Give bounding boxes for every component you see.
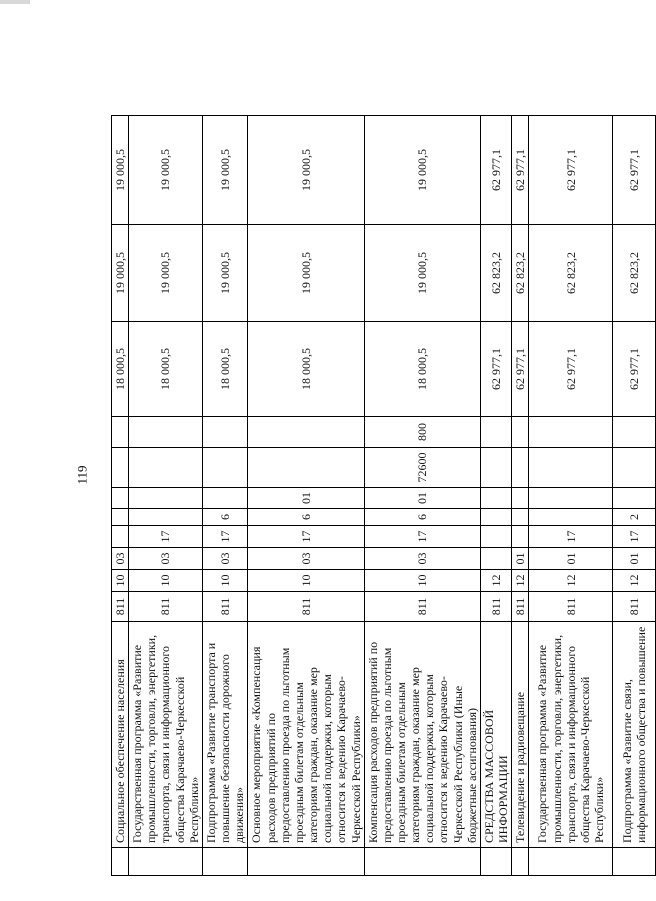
table-row	[112, 116, 129, 876]
sum-year3-cell: 62 977,1	[512, 116, 529, 225]
program-code-cell	[512, 526, 529, 548]
subprogram-code-cell	[129, 509, 203, 526]
subsection-code-cell: 03	[364, 548, 480, 570]
subprogram-code-cell	[480, 509, 511, 526]
admin-code-cell: 811	[613, 592, 656, 622]
sum-year1-cell: 18 000,5	[364, 322, 480, 417]
section-code-cell: 10	[129, 570, 203, 592]
direction-code-cell: 01	[364, 488, 480, 509]
program-code-cell	[112, 526, 129, 548]
expense-code-cell	[529, 448, 613, 488]
admin-code-cell: 811	[480, 592, 511, 622]
subsection-code-cell	[480, 548, 511, 570]
section-code-cell: 12	[613, 570, 656, 592]
row-name-cell: Компенсация расходов предприятий по предоставлению проезда по льготным проездным билетам отдельным категориям граждан, оказание мер социальной поддержки, которым относится к ведению Карачаево-Черкесской Республики (Иные бюджетные ассигнования)	[364, 622, 480, 848]
empty-cell	[202, 848, 247, 876]
table-row	[480, 116, 511, 876]
admin-code-cell: 811	[129, 592, 203, 622]
row-name-cell: Социальное обеспечение населения	[112, 622, 129, 848]
row-name-cell: Государственная программа «Развитие промышленности, торговли, энергетики, транспорта, связи и информационного общества Карачаево-Черкесской Республики»	[129, 622, 203, 848]
sum-year2-cell: 62 823,2	[512, 225, 529, 322]
program-code-cell	[480, 526, 511, 548]
sum-year2-cell: 19 000,5	[202, 225, 247, 322]
table-row	[248, 116, 364, 876]
program-code-cell: 17	[202, 526, 247, 548]
subsection-code-cell: 01	[529, 548, 613, 570]
sum-year2-cell: 62 823,2	[529, 225, 613, 322]
direction-code-cell	[529, 488, 613, 509]
subprogram-code-cell	[512, 509, 529, 526]
sum-year3-cell: 19 000,5	[248, 116, 364, 225]
section-code-cell: 12	[480, 570, 511, 592]
empty-cell	[613, 848, 656, 876]
subprogram-code-cell: 6	[248, 509, 364, 526]
direction-code-cell	[112, 488, 129, 509]
section-code-cell: 12	[512, 570, 529, 592]
subprogram-code-cell	[112, 509, 129, 526]
expense-type-cell	[202, 417, 247, 448]
sum-year3-cell: 19 000,5	[112, 116, 129, 225]
program-code-cell: 17	[613, 526, 656, 548]
row-name-cell: Подпрограмма «Развитие связи, информационного общества и повышение	[613, 622, 656, 848]
subsection-code-cell: 01	[512, 548, 529, 570]
table-row	[512, 116, 529, 876]
section-code-cell: 10	[364, 570, 480, 592]
row-name-cell: Подпрограмма «Развитие транспорта и повышение безопасности дорожного движения»	[202, 622, 247, 848]
direction-code-cell	[480, 488, 511, 509]
expense-code-cell	[613, 448, 656, 488]
subprogram-code-cell: 2	[613, 509, 656, 526]
expense-type-cell	[512, 417, 529, 448]
sum-year2-cell: 62 823,2	[480, 225, 511, 322]
sum-year2-cell: 19 000,5	[112, 225, 129, 322]
sum-year3-cell: 19 000,5	[202, 116, 247, 225]
expense-code-cell	[480, 448, 511, 488]
direction-code-cell	[613, 488, 656, 509]
sum-year3-cell: 62 977,1	[480, 116, 511, 225]
subprogram-code-cell: 6	[364, 509, 480, 526]
sum-year3-cell: 19 000,5	[364, 116, 480, 225]
table-row	[364, 116, 480, 876]
section-code-cell: 10	[202, 570, 247, 592]
expense-code-cell	[129, 448, 203, 488]
sum-year1-cell: 18 000,5	[112, 322, 129, 417]
budget-table	[111, 115, 656, 876]
table-row	[613, 116, 656, 876]
admin-code-cell: 811	[512, 592, 529, 622]
section-code-cell: 12	[529, 570, 613, 592]
sum-year2-cell: 19 000,5	[364, 225, 480, 322]
direction-code-cell	[512, 488, 529, 509]
empty-cell	[112, 848, 129, 876]
row-name-cell: Основное мероприятие «Компенсация расходов предприятий по предоставлению проезда по льготным проездным билетам отдельным категориям граждан, оказание мер социальной поддержки, которым относится к ведению Карачаево-Черкесской Республики»	[248, 622, 364, 848]
expense-type-cell	[129, 417, 203, 448]
scan-corner-mark	[0, 0, 30, 4]
empty-cell	[364, 848, 480, 876]
direction-code-cell	[129, 488, 203, 509]
table-row	[202, 116, 247, 876]
sum-year2-cell: 62 823,2	[613, 225, 656, 322]
empty-cell	[512, 848, 529, 876]
table-row	[129, 116, 203, 876]
section-code-cell: 10	[248, 570, 364, 592]
empty-cell	[248, 848, 364, 876]
program-code-cell: 17	[529, 526, 613, 548]
expense-code-cell	[202, 448, 247, 488]
expense-code-cell	[248, 448, 364, 488]
expense-code-cell: 72600	[364, 448, 480, 488]
expense-type-cell	[112, 417, 129, 448]
sum-year3-cell: 62 977,1	[613, 116, 656, 225]
budget-table-body	[112, 116, 656, 876]
admin-code-cell: 811	[112, 592, 129, 622]
row-name-cell: Телевидение и радиовещание	[512, 622, 529, 848]
sum-year3-cell: 62 977,1	[529, 116, 613, 225]
sum-year1-cell: 18 000,5	[248, 322, 364, 417]
subsection-code-cell: 03	[202, 548, 247, 570]
admin-code-cell: 811	[529, 592, 613, 622]
sum-year2-cell: 19 000,5	[248, 225, 364, 322]
row-name-cell: СРЕДСТВА МАССОВОЙ ИНФОРМАЦИИ	[480, 622, 511, 848]
expense-type-cell	[248, 417, 364, 448]
empty-cell	[529, 848, 613, 876]
expense-type-cell	[480, 417, 511, 448]
expense-code-cell	[112, 448, 129, 488]
empty-cell	[129, 848, 203, 876]
subprogram-code-cell: 6	[202, 509, 247, 526]
admin-code-cell: 811	[364, 592, 480, 622]
sum-year1-cell: 62 977,1	[480, 322, 511, 417]
subsection-code-cell: 03	[112, 548, 129, 570]
subsection-code-cell: 03	[248, 548, 364, 570]
program-code-cell: 17	[248, 526, 364, 548]
expense-type-cell	[613, 417, 656, 448]
program-code-cell: 17	[364, 526, 480, 548]
direction-code-cell	[202, 488, 247, 509]
sum-year1-cell: 62 977,1	[512, 322, 529, 417]
expense-type-cell	[529, 417, 613, 448]
sum-year1-cell: 18 000,5	[129, 322, 203, 417]
sum-year2-cell: 19 000,5	[129, 225, 203, 322]
page-number	[70, 462, 96, 488]
subsection-code-cell: 03	[129, 548, 203, 570]
admin-code-cell: 811	[202, 592, 247, 622]
rotated-page	[111, 116, 649, 876]
expense-type-cell: 800	[364, 417, 480, 448]
sum-year1-cell: 62 977,1	[529, 322, 613, 417]
expense-code-cell	[512, 448, 529, 488]
page-number-text: 119	[75, 465, 90, 485]
sum-year1-cell: 62 977,1	[613, 322, 656, 417]
empty-cell	[480, 848, 511, 876]
program-code-cell: 17	[129, 526, 203, 548]
subsection-code-cell: 01	[613, 548, 656, 570]
admin-code-cell: 811	[248, 592, 364, 622]
table-row	[529, 116, 613, 876]
sum-year3-cell: 19 000,5	[129, 116, 203, 225]
section-code-cell: 10	[112, 570, 129, 592]
sum-year1-cell: 18 000,5	[202, 322, 247, 417]
subprogram-code-cell	[529, 509, 613, 526]
direction-code-cell: 01	[248, 488, 364, 509]
row-name-cell: Государственная программа «Развитие промышленности, торговли, энергетики, транспорта, связи и информационного общества Карачаево-Черкесской Республики»	[529, 622, 613, 848]
